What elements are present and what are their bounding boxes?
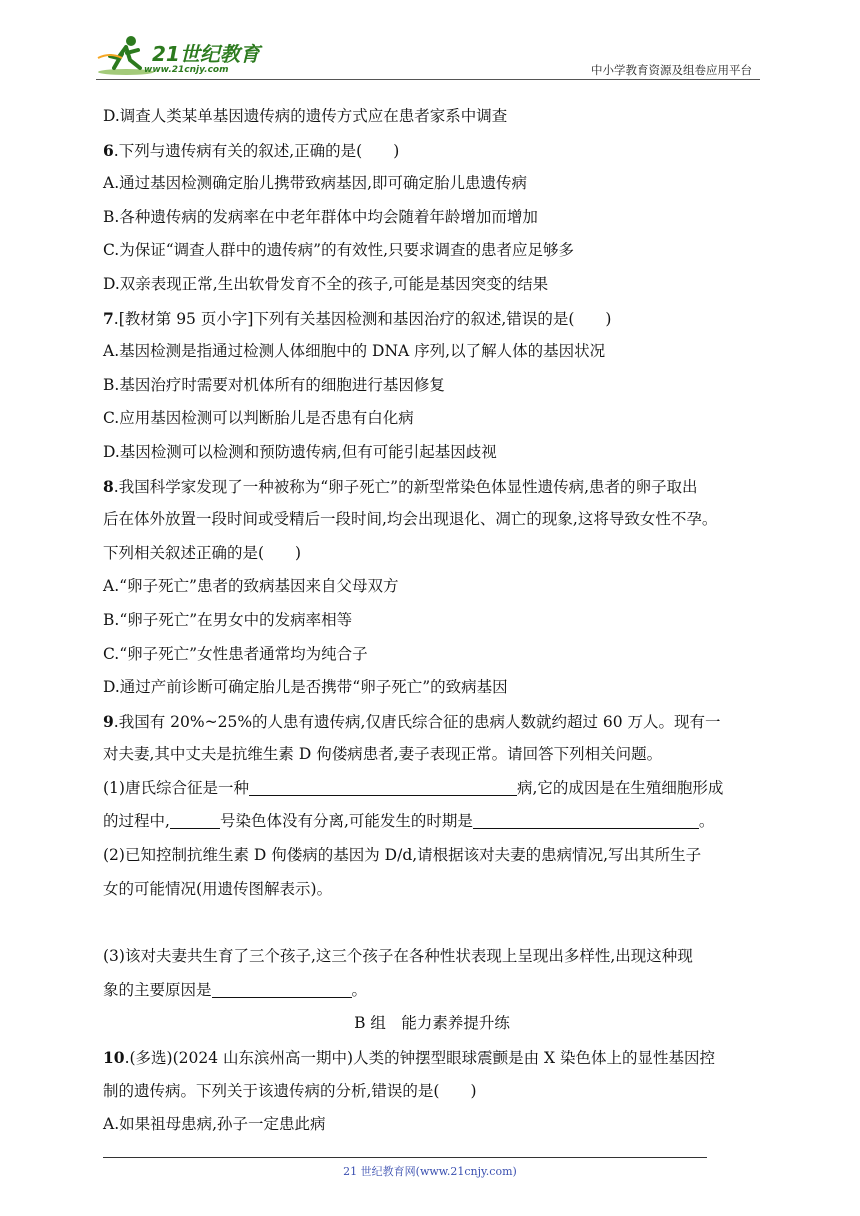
line-text: .下列与遗传病有关的叙述,正确的是( )	[113, 141, 400, 160]
text-line	[103, 503, 775, 537]
line-text: .我国有 20%~25%的人患有遗传病,仅唐氏综合征的患病人数就约超过 60 万人。现有一	[113, 712, 721, 731]
question-lines	[103, 100, 775, 772]
text-line	[103, 537, 775, 571]
question-number: 9	[103, 711, 114, 731]
text-line	[103, 167, 775, 201]
line-text: C.“卵子死亡”女性患者通常均为纯合子	[103, 644, 368, 663]
q10-text-1: .(多选)(2024 山东滨州高一期中)人类的钟摆型眼球震颤是由 X 染色体上的显性基因控	[124, 1049, 715, 1068]
platform-name: 中小学教育资源及组卷应用平台	[591, 63, 752, 77]
text-line	[103, 402, 775, 436]
line-text: A.“卵子死亡”患者的致病基因来自父母双方	[103, 577, 399, 596]
q9-part3-line1	[103, 940, 775, 974]
text-line	[103, 134, 775, 168]
logo-text: 21世纪教育	[152, 42, 260, 66]
text-line	[103, 638, 775, 672]
q9-part1-text-e: 。	[698, 812, 715, 831]
q9-part3-line2	[103, 974, 775, 1008]
footer-divider	[103, 1157, 707, 1158]
q10-option-a-text: A.如果祖母患病,孙子一定患此病	[103, 1115, 326, 1134]
text-line	[103, 705, 775, 739]
text-line	[103, 738, 775, 772]
text-line	[103, 100, 775, 134]
header-divider	[96, 79, 760, 80]
line-text: A.通过基因检测确定胎儿携带致病基因,即可确定胎儿患遗传病	[103, 174, 528, 193]
question-content	[103, 100, 775, 1142]
page-header	[96, 30, 760, 78]
q9-part3-text-c: 。	[351, 980, 368, 999]
text-line	[103, 201, 775, 235]
q10-option-a	[103, 1108, 775, 1142]
line-text: C.应用基因检测可以判断胎儿是否患有白化病	[103, 409, 414, 428]
q10-number: 10	[103, 1048, 125, 1068]
line-text: D.调查人类某单基因遗传病的遗传方式应在患者家系中调查	[103, 107, 508, 125]
answer-blank-main-reason[interactable]	[212, 979, 352, 998]
q9-part1-line2	[103, 805, 775, 839]
line-text: .我国科学家发现了一种被称为“卵子死亡”的新型常染色体显性遗传病,患者的卵子取出	[113, 477, 698, 496]
q9-part3-text-a: (3)该对夫妻共生育了三个孩子,这三个孩子在各种性状表现上呈现出多样性,出现这种现	[103, 947, 693, 966]
line-text: D.双亲表现正常,生出软骨发育不全的孩子,可能是基因突变的结果	[103, 274, 549, 293]
line-text: B.基因治疗时需要对机体所有的细胞进行基因修复	[103, 375, 445, 394]
site-logo[interactable]	[96, 34, 266, 78]
q10-line2	[103, 1075, 775, 1109]
answer-blank-period[interactable]	[473, 810, 699, 829]
line-text: .[教材第 95 页小字]下列有关基因检测和基因治疗的叙述,错误的是( )	[113, 309, 612, 328]
line-text: D.通过产前诊断可确定胎儿是否携带“卵子死亡”的致病基因	[103, 678, 508, 697]
text-line	[103, 436, 775, 470]
line-text: D.基因检测可以检测和预防遗传病,但有可能引起基因歧视	[103, 442, 497, 461]
line-text: A.基因检测是指通过检测人体细胞中的 DNA 序列,以了解人体的基因状况	[103, 342, 606, 361]
q9-part1-text-c: 的过程中,	[103, 812, 170, 831]
q9-part1-text-d: 号染色体没有分离,可能发生的时期是	[219, 812, 473, 831]
line-text: B.“卵子死亡”在男女中的发病率相等	[103, 610, 353, 629]
logo-url: www.21cnjy.com	[144, 65, 229, 75]
line-text: 下列相关叙述正确的是( )	[103, 543, 302, 562]
text-line	[103, 302, 775, 336]
answer-blank-chromosome-number[interactable]	[170, 810, 220, 829]
q9-part2-line1	[103, 839, 775, 873]
q10-text-2: 制的遗传病。下列关于该遗传病的分析,错误的是( )	[103, 1081, 477, 1100]
text-line	[103, 234, 775, 268]
text-line	[103, 470, 775, 504]
line-text: C.为保证“调查人群中的遗传病”的有效性,只要求调查的患者应足够多	[103, 241, 575, 260]
q9-part2-text-a: (2)已知控制抗维生素 D 佝偻病的基因为 D/d,请根据该对夫妻的患病情况,写出其所生子	[103, 846, 702, 865]
answer-space[interactable]	[103, 906, 775, 940]
q9-part2-line2	[103, 873, 775, 907]
text-line	[103, 604, 775, 638]
answer-blank-disease-type[interactable]	[249, 777, 517, 796]
text-line	[103, 570, 775, 604]
text-line	[103, 268, 775, 302]
question-number: 6	[103, 140, 114, 160]
text-line	[103, 335, 775, 369]
text-line	[103, 369, 775, 403]
q9-part1-text-b: 病,它的成因是在生殖细胞形成	[516, 778, 724, 797]
q10-line1	[103, 1041, 775, 1075]
line-text: 对夫妻,其中丈夫是抗维生素 D 佝偻病患者,妻子表现正常。请回答下列相关问题。	[103, 745, 663, 764]
question-number: 8	[103, 476, 114, 496]
q9-part1-line1	[103, 772, 775, 806]
q9-part3-text-b: 象的主要原因是	[103, 980, 212, 999]
q9-part1-text-a: (1)唐氏综合征是一种	[103, 778, 249, 797]
question-number: 7	[103, 308, 114, 328]
text-line	[103, 671, 775, 705]
q9-part2-text-b: 女的可能情况(用遗传图解表示)。	[103, 879, 333, 898]
line-text: 后在体外放置一段时间或受精后一段时间,均会出现退化、凋亡的现象,这将导致女性不孕。	[103, 510, 718, 529]
page-footer[interactable]: 21 世纪教育网(www.21cnjy.com)	[343, 1165, 517, 1178]
line-text: B.各种遗传病的发病率在中老年群体中均会随着年龄增加而增加	[103, 207, 538, 226]
section-b-heading: B 组 能力素养提升练	[354, 1014, 510, 1033]
